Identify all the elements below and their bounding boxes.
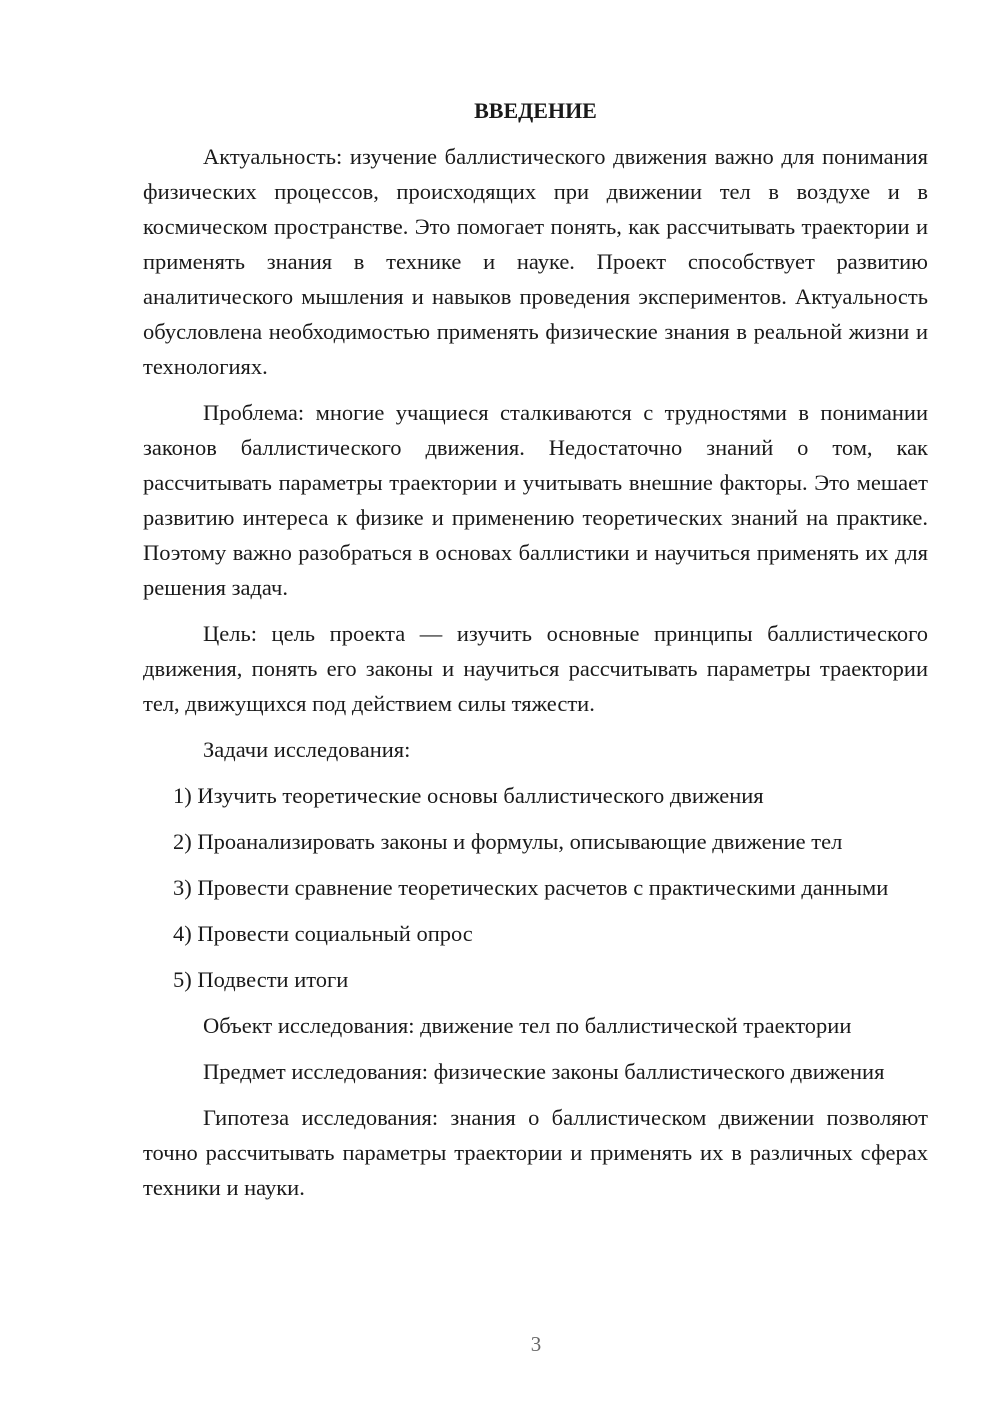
task-item-2: 2) Проанализировать законы и формулы, описывающие движение тел xyxy=(173,829,843,854)
tasks-heading: Задачи исследования: xyxy=(203,737,411,762)
hypothesis-paragraph: Гипотеза исследования: знания о баллистическом движении позволяют точно рассчитывать параметры траектории и применять их в различных сферах техники и науки. xyxy=(143,1105,928,1200)
page-content xyxy=(143,94,928,1216)
object-paragraph: Объект исследования: движение тел по баллистической траектории xyxy=(203,1013,852,1038)
task-item-1: 1) Изучить теоретические основы баллистического движения xyxy=(173,783,764,808)
goal-paragraph: Цель: цель проекта — изучить основные принципы баллистического движения, понять его законы и научиться рассчитывать параметры траектории тел, движущихся под действием силы тяжести. xyxy=(143,621,928,716)
page-title: ВВЕДЕНИЕ xyxy=(474,98,597,123)
page-number: 3 xyxy=(530,1332,542,1356)
task-item-3: 3) Провести сравнение теоретических расчетов с практическими данными xyxy=(173,875,889,900)
task-item-4: 4) Провести социальный опрос xyxy=(173,921,473,946)
relevance-paragraph: Актуальность: изучение баллистического движения важно для понимания физических процессов, происходящих при движении тел в воздухе и в космическом пространстве. Это помогает понять, как рассчитывать траектории и применять знания в технике и науке. Проект способствует развитию аналитического мышления и навыков проведения экспериментов. Актуальность обусловлена необходимостью применять физические знания в реальной жизни и технологиях. xyxy=(143,144,928,379)
subject-paragraph: Предмет исследования: физические законы баллистического движения xyxy=(203,1059,885,1084)
task-item-5: 5) Подвести итоги xyxy=(173,967,349,992)
problem-paragraph: Проблема: многие учащиеся сталкиваются с трудностями в понимании законов баллистического движения. Недостаточно знаний о том, как рассчитывать параметры траектории и учитывать внешние факторы. Это мешает развитию интереса к физике и применению теоретических знаний на практике. Поэтому важно разобраться в основах баллистики и научиться применять их для решения задач. xyxy=(143,400,928,600)
